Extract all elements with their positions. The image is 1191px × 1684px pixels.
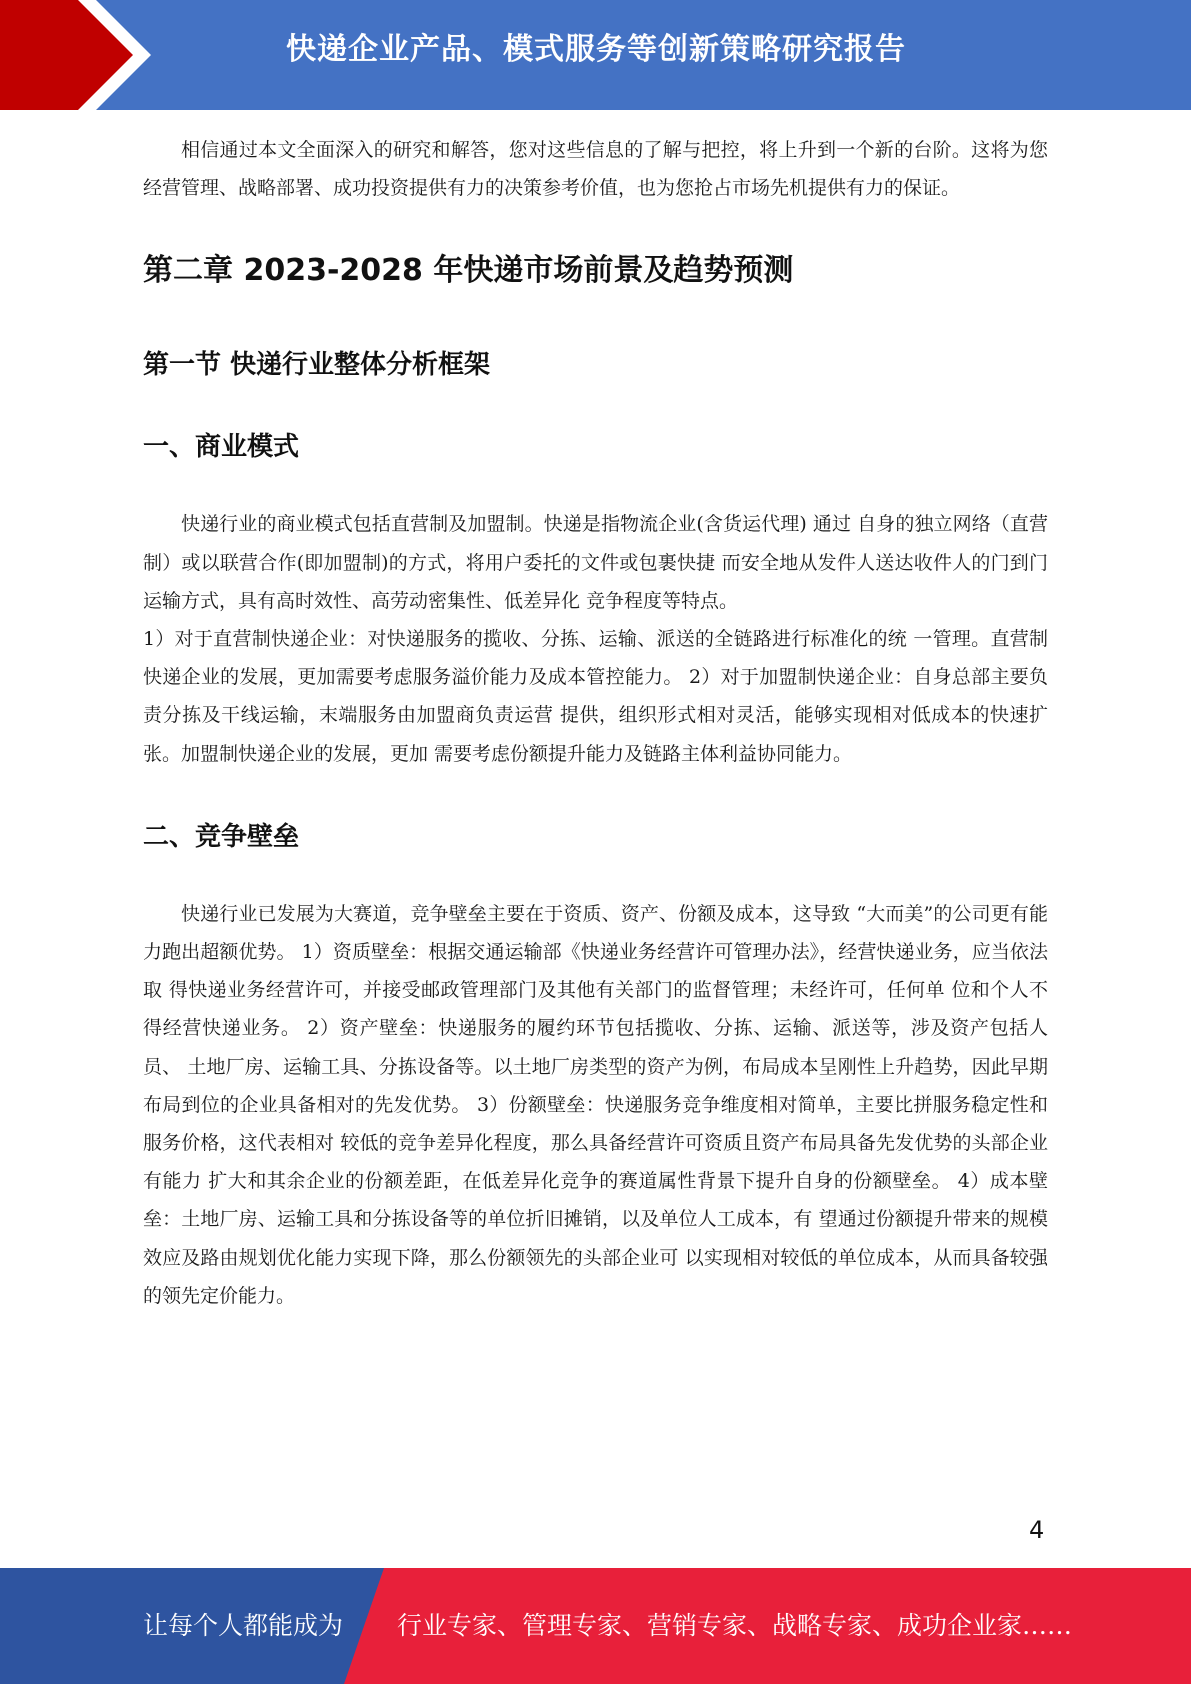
chapter-title: 第二章 2023-2028 年快递市场前景及趋势预测 [143, 253, 794, 289]
business-model-paragraph: 快递行业的商业模式包括直营制及加盟制。快递是指物流企业(含货运代理) 通过 自身的独立网络（直营制）或以联营合作(即加盟制)的方式，将用户委托的文件或包裹快捷 而安全地从发件人送达收件人的门到门运输方式，具有高时效性、高劳动密集性、低差异化 竞争程度等特点。 [143, 513, 1048, 612]
competitive-barriers-heading: 二、竞争壁垒 [143, 821, 300, 852]
business-model-heading: 一、商业模式 [143, 432, 300, 463]
footer-slogan-left: 让每个人都能成为 [143, 1611, 344, 1640]
section-title: 第一节 快递行业整体分析框架 [143, 350, 491, 381]
footer-banner [0, 1568, 1191, 1684]
business-model-detail-paragraph: 1）对于直营制快递企业：对快递服务的揽收、分拣、运输、派送的全链路进行标准化的统 一管理。直营制快递企业的发展，更加需要考虑服务溢价能力及成本管控能力。 2）对于加盟制快递企业：自身总部主要负责分拣及干线运输，末端服务由加盟商负责运营 提供，组织形式相对灵活，能够实现相对低成本的快速扩张。加盟制快递企业的发展，更加 需要考虑份额提升能力及链路主体利益协同能力。 [143, 628, 1048, 765]
competitive-barriers-paragraph: 快递行业已发展为大赛道，竞争壁垒主要在于资质、资产、份额及成本，这导致 “大而美”的公司更有能力跑出超额优势。 1）资质壁垒：根据交通运输部《快递业务经营许可管理办法》，经营快递业务，应当依法取 得快递业务经营许可，并接受邮政管理部门及其他有关部门的监督管理；未经许可，任何单 位和个人不得经营快递业务。 2）资产壁垒：快递服务的履约环节包括揽收、分拣、运输、派送等，涉及资产包括人员、 土地厂房、运输工具、分拣设备等。以土地厂房类型的资产为例，布局成本呈刚性上升趋势，因此早期布局到位的企业具备相对的先发优势。 3）份额壁垒：快递服务竞争维度相对简单，主要比拼服务稳定性和服务价格，这代表相对 较低的竞争差异化程度，那么具备经营许可资质且资产布局具备先发优势的头部企业有能力 扩大和其余企业的份额差距，在低差异化竞争的赛道属性背景下提升自身的份额壁垒。 4）成本壁垒：土地厂房、运输工具和分拣设备等的单位折旧摊销，以及单位人工成本，有 望通过份额提升带来的规模效应及路由规划优化能力实现下降，那么份额领先的头部企业可 以实现相对较低的单位成本，从而具备较强的领先定价能力。 [143, 902, 1048, 1307]
document-body [143, 131, 1048, 1315]
header-title: 快递企业产品、模式服务等创新策略研究报告 [286, 32, 906, 67]
chevron-arrow-icon [0, 0, 160, 110]
intro-paragraph: 相信通过本文全面深入的研究和解答，您对这些信息的了解与把控，将上升到一个新的台阶。这将为您经营管理、战略部署、成功投资提供有力的决策参考价值，也为您抢占市场先机提供有力的保证。 [143, 139, 1048, 200]
header-banner [0, 0, 1191, 110]
page-number: 4 [1029, 1516, 1045, 1544]
footer-slogan-right: 行业专家、管理专家、营销专家、战略专家、成功企业家…… [397, 1611, 1073, 1640]
